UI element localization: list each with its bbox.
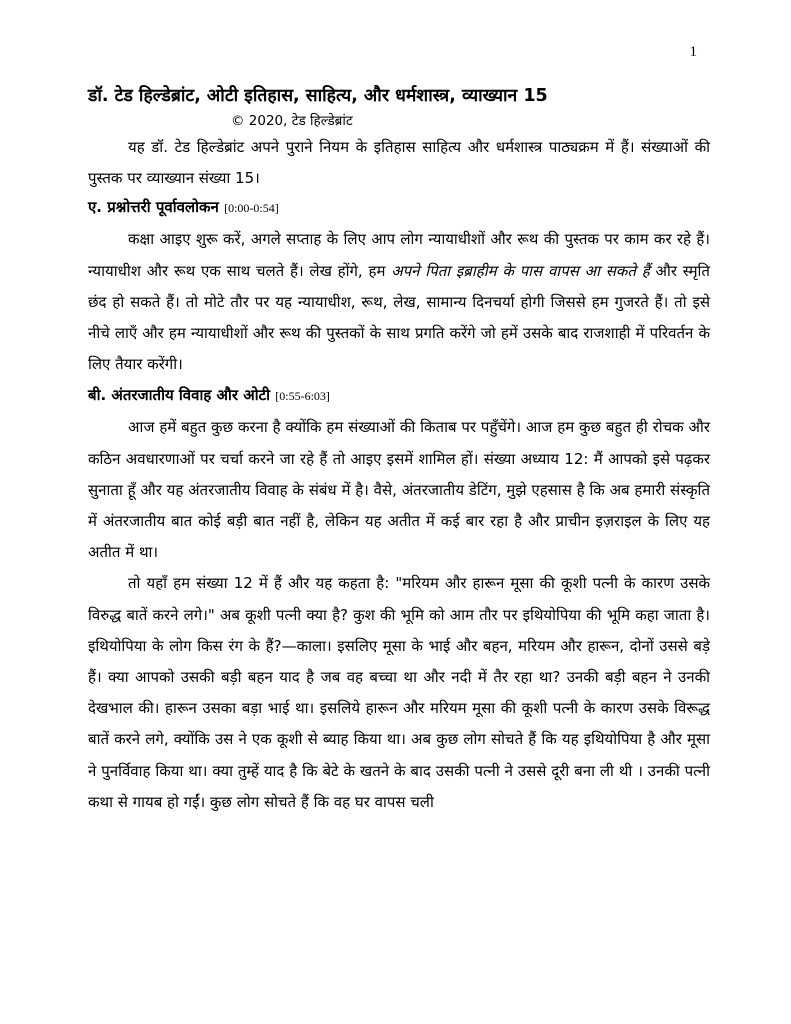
section-b-paragraph-1: आज हमें बहुत कुछ करना है क्योंकि हम संख्याओं की किताब पर पहुँचेंगे। आज हम कुछ बहुत ही रोचक और कठिन अवधारणाओं पर चर्चा करने जा रहे हैं तो आइए इसमें शामिल हों। संख्या अध्याय 12: मैं आपको इसे पढ़कर सुनाता हूँ और यह अंतरजातीय विवाह के संबंध में है। वैसे, अंतरजातीय डेटिंग, मुझे एहसास है कि अब हमारी संस्कृति में अंतरजातीय बात कोई बड़ी बात नहीं है, लेकिन यह अतीत में कई बार रहा है और प्राचीन इज़राइल के लिए यह अतीत में था। <box>88 418 710 562</box>
section-a-italic-quote: अपने पिता इब्राहीम के पास वापस आ सकते हैं <box>391 261 650 280</box>
section-a-timestamp: [0:00-0:54] <box>224 201 279 216</box>
section-b-paragraph-2: तो यहाँ हम संख्या 12 में हैं और यह कहता है: "मरियम और हारून मूसा की कूशी पत्नी के कारण उसके विरुद्ध बातें करने लगे।" अब कूशी पत्नी क्या है? कुश की भूमि को आम तौर पर इथियोपिया की भूमि कहा जाता है। इथियोपिया के लोग किस रंग के हैं?—काला। इसलिए मूसा के भाई और बहन, मरियम और हारून, दोनों उससे बड़े हैं। क्या आपको उसकी बड़ी बहन याद है जब वह बच्चा था और नदी में तैर रहा था? उनकी बड़ी बहन ने उनकी देखभाल की। हारून उसका बड़ा भाई था। इसलिये हारून और मरियम मूसा की कूशी पत्नी के कारण उसके विरूद्ध बातें करने लगे, क्योंकि उस ने एक कूशी से ब्याह किया था। अब कुछ लोग सोचते हैं कि यह इथियोपिया है और मूसा ने पुनर्विवाह किया था। क्या तुम्हें याद है कि बेटे के खतने के बाद उसकी पत्नी ने उससे दूरी बना ली थी । उनकी पत्नी कथा से गायब हो गईं। कुछ लोग सोचते हैं कि वह घर वापस चली <box>88 574 710 811</box>
section-b-timestamp: [0:55-6:03] <box>275 389 330 404</box>
section-b-title: बी. अंतरजातीय विवाह और ओटी <box>88 386 271 405</box>
page-number: 1 <box>689 44 697 60</box>
document-body <box>88 82 710 818</box>
intro-paragraph: यह डॉ. टेड हिल्डेब्रांट अपने पुराने नियम के इतिहास साहित्य और धर्मशास्त्र पाठ्यक्रम में हैं। संख्याओं की पुस्तक पर व्याख्यान संख्या 15। <box>88 138 710 188</box>
section-b-heading <box>88 380 710 412</box>
section-a-heading <box>88 192 710 224</box>
section-a-text-end: और स्मृति छंद हो सकते हैं। तो मोटे तौर पर यह न्यायाधीश, रूथ, लेख, सामान्य दिनचर्या होगी जिससे हम गुजरते हैं। तो इसे नीचे लाएँ और हम न्यायाधीशों और रूथ की पुस्तकों के साथ प्रगति करेंगे जो हमें उसके बाद राजशाही में परिवर्तन के लिए तैयार करेंगी। <box>88 261 710 374</box>
lecture-title: डॉ. टेड हिल्डेब्रांट, ओटी इतिहास, साहित्य, और धर्मशास्त्र, व्याख्यान 15 <box>88 86 548 106</box>
section-a-title: ए. प्रश्नोत्तरी पूर्वावलोकन <box>88 198 219 217</box>
section-a-text-start: कक्षा आइए शुरू करें, अगले सप्ताह के लिए आप लोग न्यायाधीशों और रूथ की पुस्तक पर काम कर रहे हैं। न्यायाधीश और रूथ एक साथ चलते हैं। लेख होंगे, हम <box>88 230 710 280</box>
section-a-paragraph <box>88 224 710 380</box>
copyright-line: © 2020, टेड हिल्डेब्रांट <box>231 113 353 129</box>
